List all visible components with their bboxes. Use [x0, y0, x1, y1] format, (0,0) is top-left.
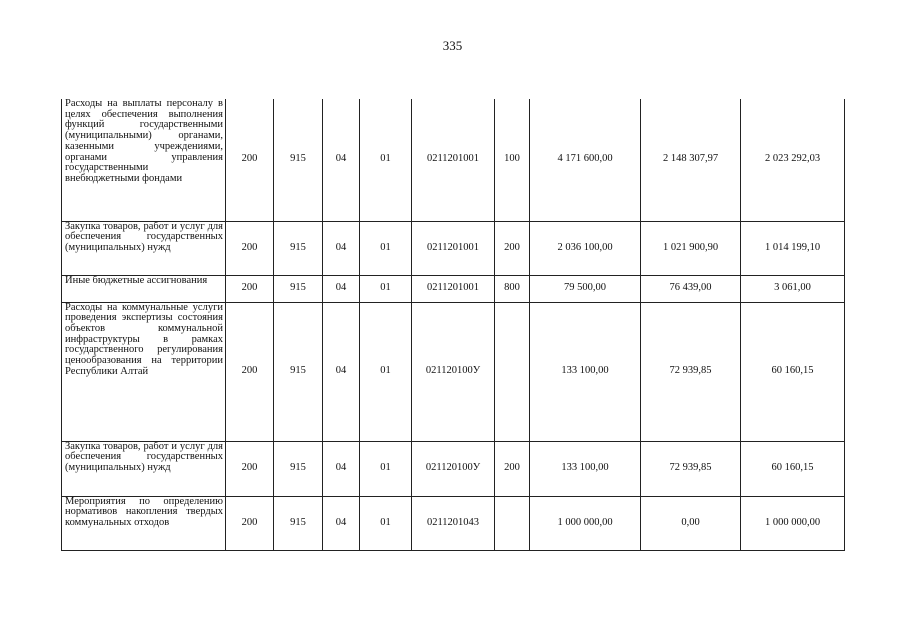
- row-description: Расходы на выплаты персоналу в целях обеспечения выполнения функций государственными (муниципальными) органами, казенными учреждениями, органами управления государственными внебюджетными фондами: [62, 99, 226, 221]
- row-description: Закупка товаров, работ и услуг для обеспечения государственных (муниципальных) нужд: [62, 441, 226, 496]
- cell-expense-type: 200: [495, 441, 530, 496]
- cell-executed-amount: 72 939,85: [641, 302, 741, 441]
- cell-plan-amount: 2 036 100,00: [530, 221, 641, 275]
- cell-target-article: 021120100У: [412, 441, 495, 496]
- cell-target-article: 0211201001: [412, 275, 495, 302]
- cell-ministry-code: 915: [274, 496, 323, 550]
- table-row: [62, 441, 845, 496]
- cell-ministry-code: 915: [274, 441, 323, 496]
- table-row: [62, 302, 845, 441]
- row-description: Закупка товаров, работ и услуг для обеспечения государственных (муниципальных) нужд: [62, 221, 226, 275]
- cell-admin-code: 200: [226, 221, 274, 275]
- cell-expense-type: [495, 302, 530, 441]
- cell-ministry-code: 915: [274, 99, 323, 221]
- cell-expense-type: 800: [495, 275, 530, 302]
- table-row: [62, 496, 845, 550]
- table-row: [62, 221, 845, 275]
- cell-section: 04: [323, 221, 360, 275]
- cell-ministry-code: 915: [274, 302, 323, 441]
- cell-executed-amount: 1 021 900,90: [641, 221, 741, 275]
- cell-admin-code: 200: [226, 302, 274, 441]
- cell-plan-amount: 133 100,00: [530, 441, 641, 496]
- cell-subsection: 01: [360, 275, 412, 302]
- row-description: Иные бюджетные ассигнования: [62, 275, 226, 302]
- cell-subsection: 01: [360, 221, 412, 275]
- cell-target-article: 0211201043: [412, 496, 495, 550]
- cell-executed-amount: 76 439,00: [641, 275, 741, 302]
- cell-subsection: 01: [360, 496, 412, 550]
- cell-subsection: 01: [360, 99, 412, 221]
- cell-section: 04: [323, 496, 360, 550]
- cell-target-article: 0211201001: [412, 99, 495, 221]
- cell-section: 04: [323, 275, 360, 302]
- cell-target-article: 021120100У: [412, 302, 495, 441]
- cell-target-article: 0211201001: [412, 221, 495, 275]
- cell-plan-amount: 1 000 000,00: [530, 496, 641, 550]
- budget-table: [61, 99, 845, 551]
- cell-expense-type: [495, 496, 530, 550]
- cell-plan-amount: 4 171 600,00: [530, 99, 641, 221]
- cell-remaining-amount: 1 014 199,10: [741, 221, 845, 275]
- page-number: 335: [442, 38, 463, 53]
- cell-remaining-amount: 3 061,00: [741, 275, 845, 302]
- cell-admin-code: 200: [226, 496, 274, 550]
- cell-subsection: 01: [360, 302, 412, 441]
- cell-expense-type: 100: [495, 99, 530, 221]
- cell-plan-amount: 79 500,00: [530, 275, 641, 302]
- cell-ministry-code: 915: [274, 221, 323, 275]
- cell-expense-type: 200: [495, 221, 530, 275]
- cell-executed-amount: 2 148 307,97: [641, 99, 741, 221]
- cell-admin-code: 200: [226, 99, 274, 221]
- cell-subsection: 01: [360, 441, 412, 496]
- cell-section: 04: [323, 99, 360, 221]
- cell-executed-amount: 0,00: [641, 496, 741, 550]
- cell-plan-amount: 133 100,00: [530, 302, 641, 441]
- cell-remaining-amount: 60 160,15: [741, 441, 845, 496]
- row-description: Расходы на коммунальные услуги проведения экспертизы состояния объектов коммунальной инфраструктуры в рамках государственного регулирования ценообразования на территории Республики Алтай: [62, 302, 226, 441]
- cell-remaining-amount: 1 000 000,00: [741, 496, 845, 550]
- cell-remaining-amount: 60 160,15: [741, 302, 845, 441]
- table-row: [62, 99, 845, 221]
- cell-section: 04: [323, 302, 360, 441]
- cell-admin-code: 200: [226, 441, 274, 496]
- table-row: [62, 275, 845, 302]
- row-description: Мероприятия по определению нормативов накопления твердых коммунальных отходов: [62, 496, 226, 550]
- cell-ministry-code: 915: [274, 275, 323, 302]
- cell-executed-amount: 72 939,85: [641, 441, 741, 496]
- cell-remaining-amount: 2 023 292,03: [741, 99, 845, 221]
- cell-section: 04: [323, 441, 360, 496]
- cell-admin-code: 200: [226, 275, 274, 302]
